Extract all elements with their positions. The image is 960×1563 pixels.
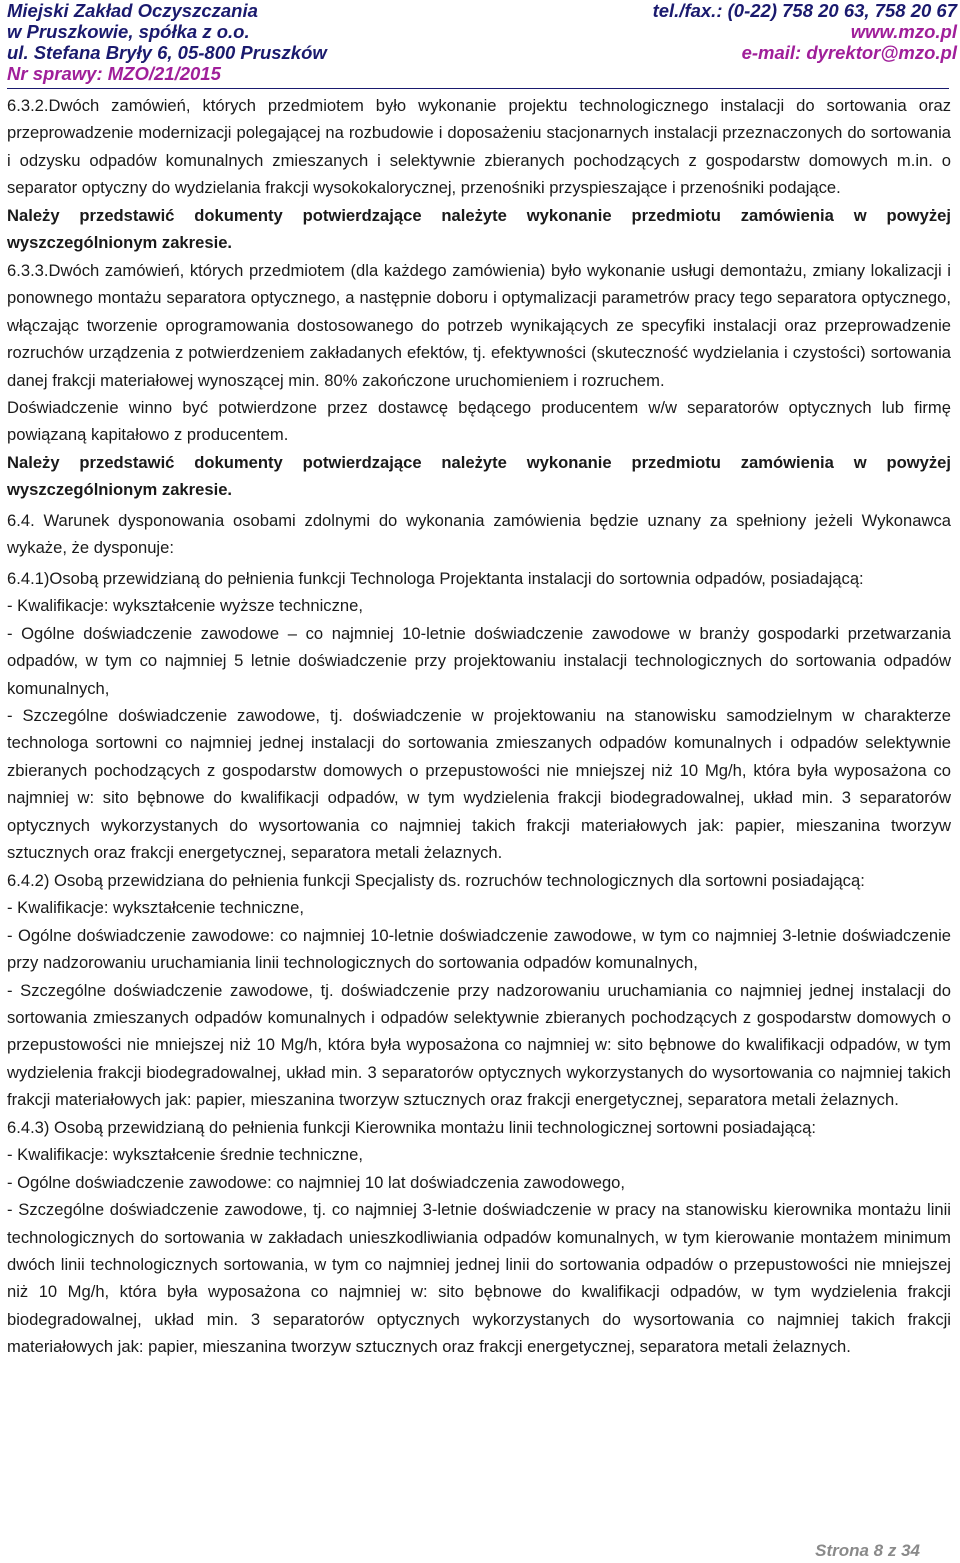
letterhead — [7, 0, 957, 84]
phone-fax: tel./fax.: (0-22) 758 20 63, 758 20 67 — [652, 0, 957, 21]
section-6-4-1: 6.4.1)Osobą przewidzianą do pełnienia funkcji Technologa Projektanta instalacji do sortownia odpadów, posiadającą: — [7, 568, 864, 588]
website-link[interactable]: www.mzo.pl — [850, 21, 957, 42]
page-number: Strona 8 z 34 — [815, 1541, 920, 1560]
section-6-4-1-specific-experience: - Szczególne doświadczenie zawodowe, tj. doświadczenie w projektowaniu na stanowisku samodzielnym w charakterze technologa sortowni co najmniej jednej instalacji do sortowania zmieszanych odpadów komunalnych i odpadów selektywnie zbieranych pochodzących z gospodarstw domowych o przepustowości nie mniejszej niż 10 Mg/h, która była wyposażona co najmniej w: sito bębnowe do kwalifikacji odpadów, w tym wydzielenia frakcji biodegradowalnej, układ min. 3 separatorów optycznych wykorzystanych do wysortowania co najmniej takich frakcji materiałowych jak: papier, mieszanina tworzyw sztucznych oraz frakcji energetycznej, separatora metali żelaznych. — [7, 705, 951, 863]
section-6-4-1-general-experience: - Ogólne doświadczenie zawodowe – co najmniej 10-letnie doświadczenie zawodowe w branży gospodarki przetwarzania odpadów, w tym co najmniej 5 letnie doświadczenie przy projektowaniu instalacji technologicznych do sortowania odpadów komunalnych, — [7, 623, 951, 698]
section-6-4-3-general-experience: - Ogólne doświadczenie zawodowe: co najmniej 10 lat doświadczenia zawodowego, — [7, 1172, 626, 1192]
section-6-4-2-qualifications: - Kwalifikacje: wykształcenie techniczne, — [7, 898, 304, 918]
documents-note-2: Należy przedstawić dokumenty potwierdzające należyte wykonanie przedmiotu zamówienia w powyżej wyszczególnionym zakresie. — [7, 452, 951, 500]
company-location: w Pruszkowie, spółka z o.o. — [7, 21, 250, 42]
document-body — [7, 92, 951, 1361]
case-number: Nr sprawy: MZO/21/2015 — [7, 63, 221, 84]
section-6-3-3: 6.3.3.Dwóch zamówień, których przedmiotem (dla każdego zamówienia) było wykonanie usługi demontażu, zmiany lokalizacji i ponownego montażu separatora optycznego, a następnie doboru i optymalizacji parametrów pracy tego separatora optycznego, włączając tworzenie oprogramowania dostosowanego do potrzeb wynikających ze specyfiki instalacji oraz przeprowadzenie rozruchów urządzenia z potwierdzeniem zakładanych efektów, tj. efektywności (skuteczność wydzielania i czystości) sortowania danej frakcji materiałowej wynoszącej min. 80% zakończone uruchomieniem i rozruchem. — [7, 260, 951, 390]
company-address: ul. Stefana Bryły 6, 05-800 Pruszków — [7, 42, 327, 63]
section-6-3-3-supplier-note: Doświadczenie winno być potwierdzone przez dostawcę będącego producentem w/w separatorów optycznych lub firmę powiązaną kapitałowo z producentem. — [7, 397, 951, 445]
section-6-4-3-qualifications: - Kwalifikacje: wykształcenie średnie techniczne, — [7, 1145, 363, 1165]
header-divider — [7, 88, 949, 89]
company-name: Miejski Zakład Oczyszczania — [7, 0, 258, 21]
section-6-4-2-specific-experience: - Szczególne doświadczenie zawodowe, tj. doświadczenie przy nadzorowaniu uruchamiania co najmniej jednej instalacji do sortowania zmieszanych odpadów komunalnych i odpadów selektywnie zbieranych pochodzących z gospodarstw domowych o przepustowości nie mniejszej niż 10 Mg/h, która była wyposażona co najmniej w: sito bębnowe do kwalifikacji odpadów, w tym wydzielenia frakcji biodegradowalnej, układ min. 3 separatorów optycznych wykorzystanych do wysortowania co najmniej takich frakcji materiałowych jak: papier, mieszanina tworzyw sztucznych oraz frakcji energetycznej, separatora metali żelaznych. — [7, 980, 951, 1110]
section-6-4-2: 6.4.2) Osobą przewidziana do pełnienia funkcji Specjalisty ds. rozruchów technologicznych dla sortowni posiadającą: — [7, 870, 865, 890]
section-6-4-2-general-experience: - Ogólne doświadczenie zawodowe: co najmniej 10-letnie doświadczenie zawodowe, w tym co najmniej 3-letnie doświadczenie przy nadzorowaniu uruchamiania linii technologicznych do sortowania odpadów komunalnych, — [7, 925, 951, 973]
documents-note-1: Należy przedstawić dokumenty potwierdzające należyte wykonanie przedmiotu zamówienia w powyżej wyszczególnionym zakresie. — [7, 205, 951, 253]
section-6-4: 6.4. Warunek dysponowania osobami zdolnymi do wykonania zamówienia będzie uznany za spełniony jeżeli Wykonawca wykaże, że dysponuje: — [7, 510, 951, 558]
section-6-4-1-qualifications: - Kwalifikacje: wykształcenie wyższe techniczne, — [7, 596, 363, 616]
section-6-4-3-specific-experience: - Szczególne doświadczenie zawodowe, tj. co najmniej 3-letnie doświadczenie w pracy na stanowisku kierownika montażu linii technologicznych do sortowania w zakładach unieszkodliwiania odpadów komunalnych, w tym kierowanie montażem minimum dwóch linii technologicznych sortowania, w tym co najmniej jednej linii do sortowania odpadów o przepustowości nie mniejszej niż 10 Mg/h, która była wyposażona co najmniej w: sito bębnowe do kwalifikacji odpadów, w tym wydzielenia frakcji biodegradowalnej, układ min. 3 separatorów optycznych wykorzystanych do wysortowania co najmniej takich frakcji materiałowych jak: papier, mieszanina tworzyw sztucznych oraz frakcji energetycznej, separatora metali żelaznych. — [7, 1200, 951, 1357]
section-6-4-3: 6.4.3) Osobą przewidzianą do pełnienia funkcji Kierownika montażu linii technologicznej sortowni posiadającą: — [7, 1117, 816, 1137]
section-6-3-2: 6.3.2.Dwóch zamówień, których przedmiotem było wykonanie projektu technologicznego instalacji do sortowania oraz przeprowadzenie modernizacji polegającej na rozbudowie i doposażeniu stacjonarnych instalacji przeznaczonych do sortowania i odzysku odpadów komunalnych zmieszanych i selektywnie zbieranych pochodzących z gospodarstw domowych m.in. o separator optyczny do wydzielania frakcji wysokokalorycznej, przenośniki przyspieszające i przenośniki podające. — [7, 96, 951, 198]
email-link[interactable]: e-mail: dyrektor@mzo.pl — [741, 42, 957, 63]
